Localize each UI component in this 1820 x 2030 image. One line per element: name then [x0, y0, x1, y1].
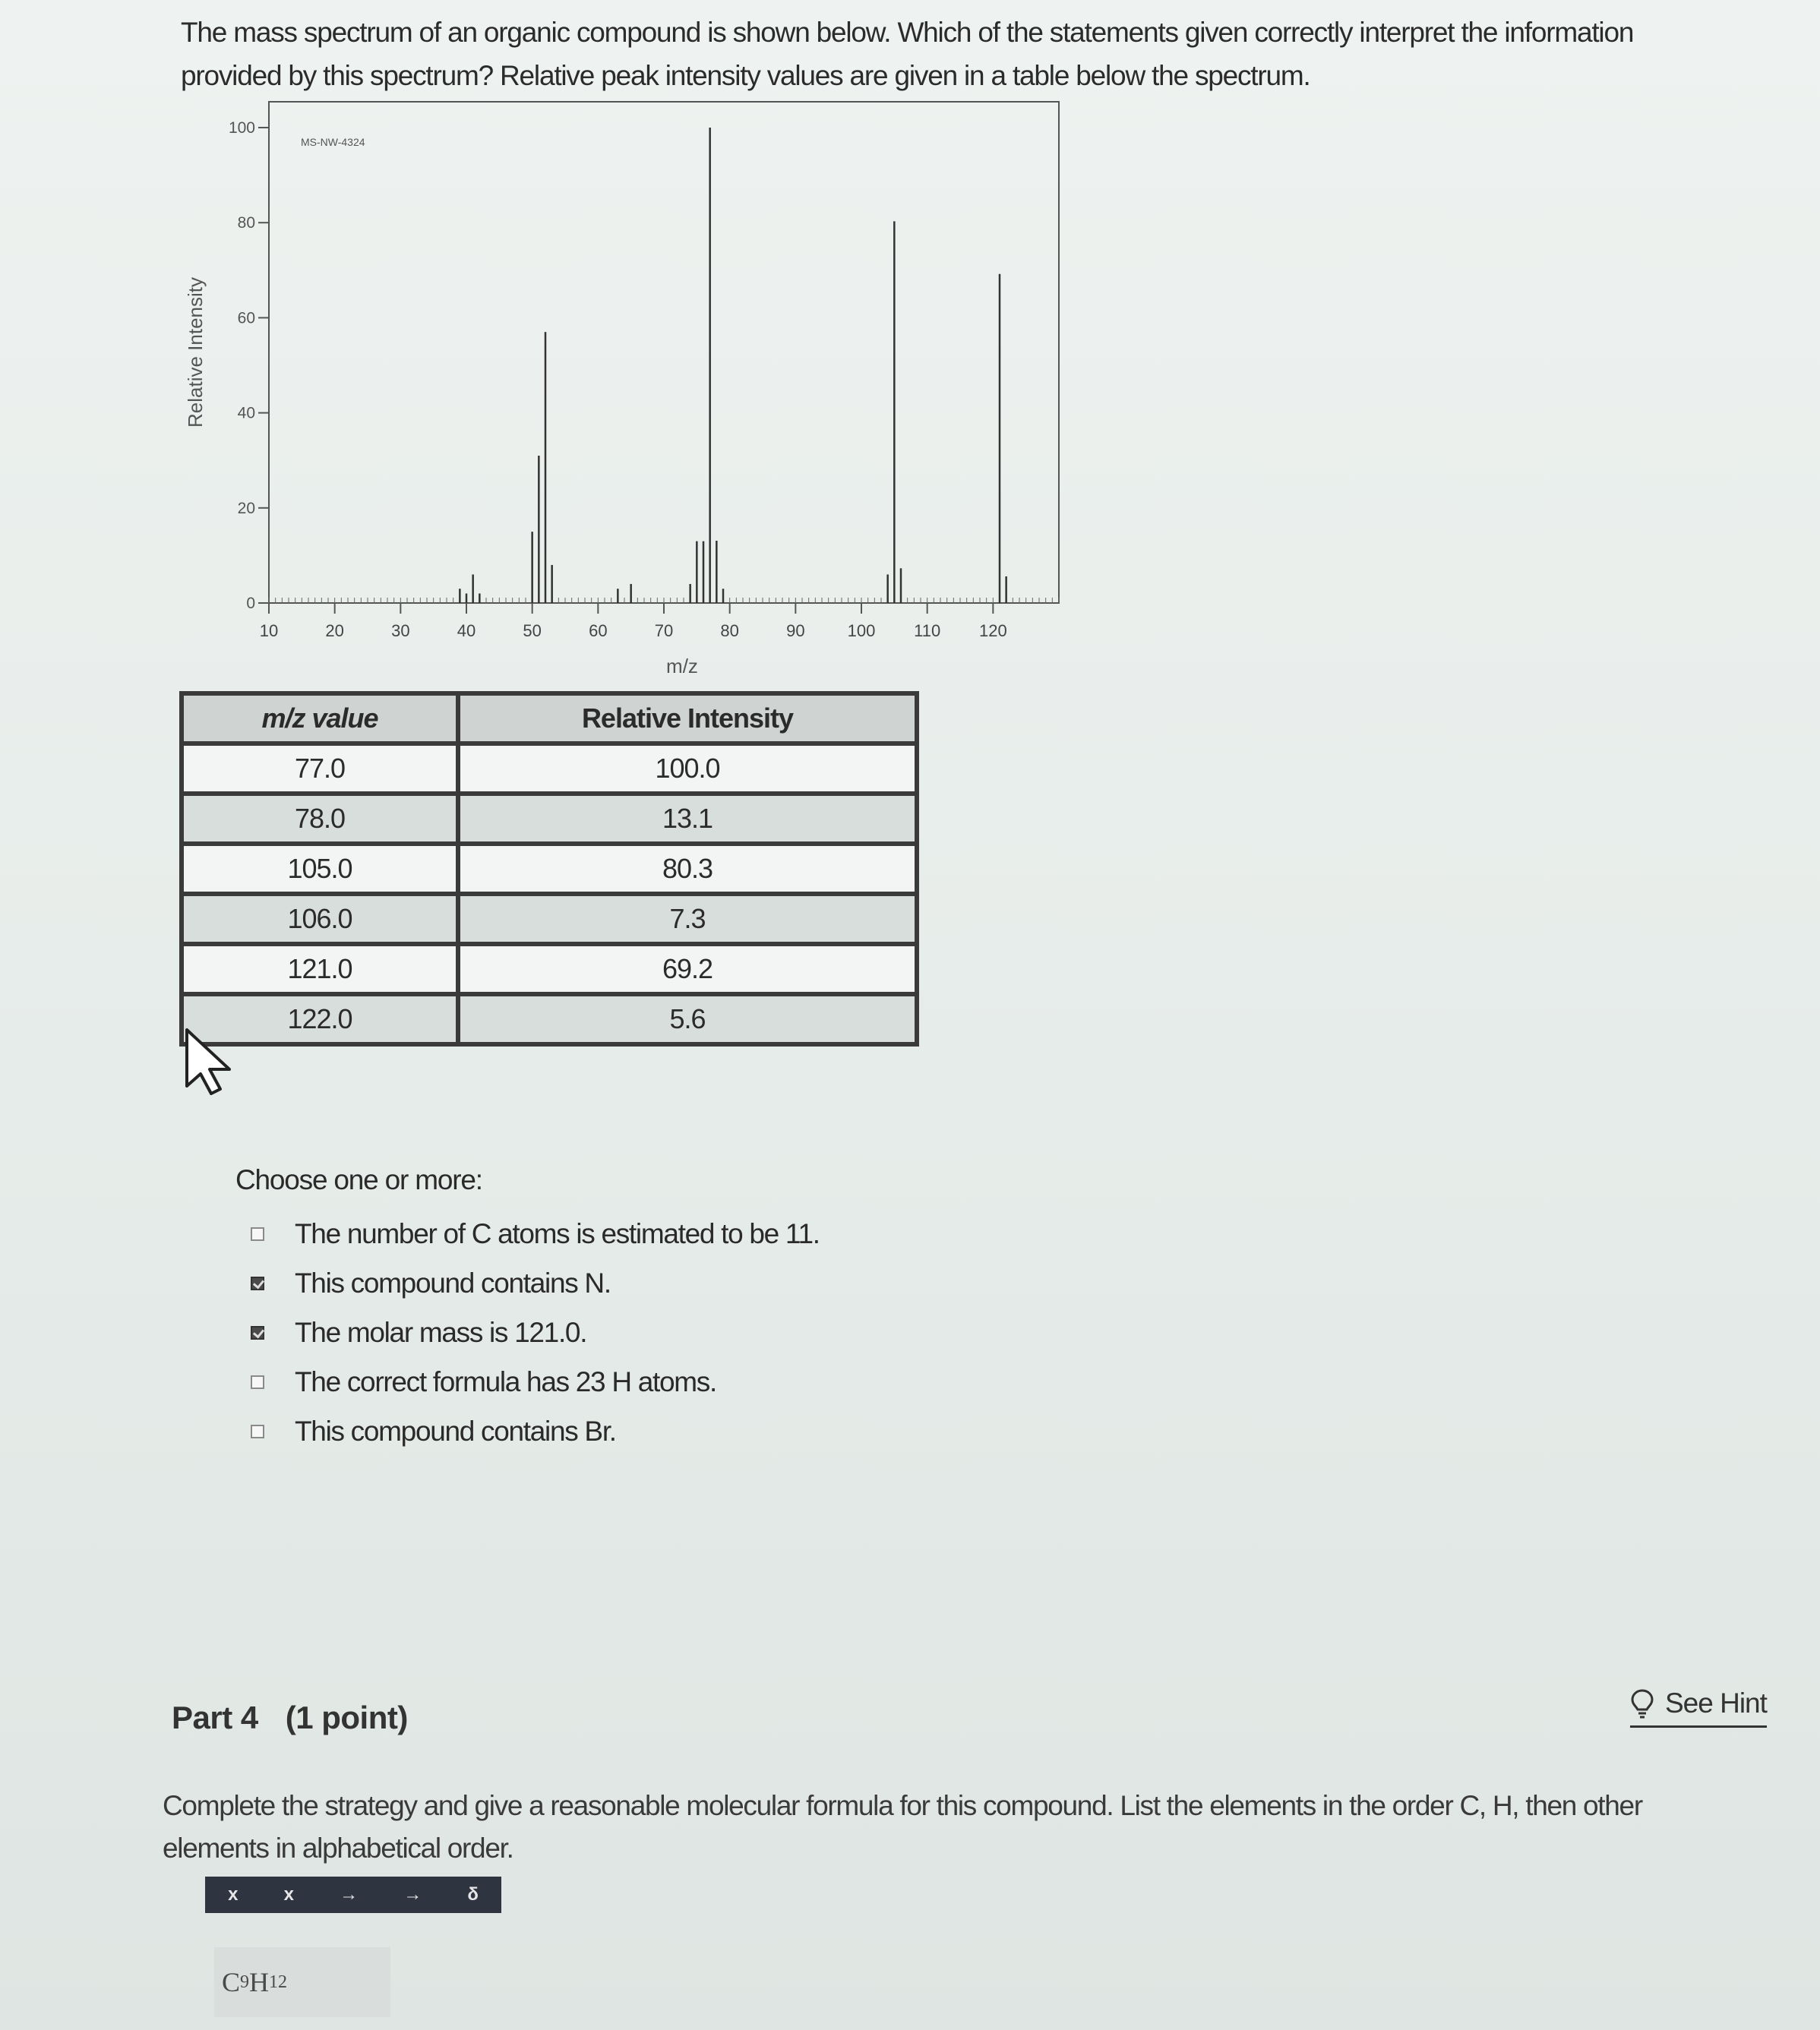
checkbox[interactable]	[251, 1375, 264, 1389]
choice-text: The molar mass is 121.0.	[295, 1316, 587, 1348]
choice-option[interactable]	[251, 1308, 820, 1357]
intensity-header: Relative Intensity	[458, 693, 917, 743]
intensity-cell: 5.6	[458, 994, 917, 1044]
choice-option[interactable]	[251, 1258, 820, 1308]
table-row	[182, 994, 917, 1044]
x-tick-label: 70	[654, 621, 674, 640]
lightbulb-icon	[1630, 1688, 1654, 1719]
x-tick-label: 90	[786, 621, 805, 640]
y-axis-label: Relative Intensity	[184, 277, 207, 428]
choice-text: This compound contains N.	[295, 1267, 611, 1299]
y-tick-label: 20	[237, 499, 255, 517]
choice-text: The correct formula has 23 H atoms.	[295, 1365, 716, 1397]
table-row	[182, 794, 917, 844]
y-ticks	[229, 119, 269, 612]
formula-h-symbol: H	[249, 1967, 270, 1997]
formula-editor-toolbar	[205, 1877, 501, 1913]
y-tick-label: 0	[246, 595, 255, 612]
choice-option[interactable]	[251, 1357, 820, 1406]
checkbox[interactable]	[251, 1326, 264, 1340]
x-tick-label: 30	[391, 621, 410, 640]
plot-frame	[269, 102, 1059, 603]
intensity-table	[179, 691, 919, 1047]
x-tick-label: 110	[914, 621, 941, 640]
peaks	[460, 128, 1006, 603]
part-points: (1 point)	[285, 1700, 408, 1735]
intensity-cell: 69.2	[458, 944, 917, 994]
choice-option[interactable]	[251, 1209, 820, 1258]
checkbox[interactable]	[251, 1425, 264, 1438]
question-text: The mass spectrum of an organic compound is shown below. Which of the statements given correctly interpret the information provided by this spectrum? Relative peak intensity values are given in a table below the spectrum.	[181, 17, 1634, 91]
formula-h-count: 12	[269, 1972, 288, 1992]
table-header-row	[182, 693, 917, 743]
formula-c-count: 9	[240, 1972, 250, 1992]
choice-list	[251, 1209, 820, 1456]
x-tick-label: 60	[589, 621, 608, 640]
table-row	[182, 944, 917, 994]
x-tick-label: 50	[523, 621, 542, 640]
y-tick-label: 100	[228, 119, 255, 137]
intensity-cell: 7.3	[458, 894, 917, 944]
x-axis-label: m/z	[666, 655, 698, 677]
choice-text: This compound contains Br.	[295, 1415, 616, 1447]
arrow-button[interactable]: →	[340, 1884, 359, 1905]
checkbox[interactable]	[251, 1277, 264, 1290]
x-tick-label: 120	[978, 621, 1007, 640]
checkbox[interactable]	[251, 1227, 264, 1241]
superscript-button[interactable]: x	[283, 1884, 294, 1905]
spectrum-id-label: MS-NW-4324	[301, 136, 365, 148]
mass-spectrum-chart	[175, 91, 1079, 691]
mz-cell: 106.0	[182, 894, 458, 944]
mz-cell: 105.0	[182, 844, 458, 894]
minor-ticks	[269, 598, 1059, 603]
choice-text: The number of C atoms is estimated to be 11.	[295, 1217, 820, 1249]
formula-answer-input[interactable]	[214, 1947, 390, 2017]
x-tick-label: 10	[259, 621, 279, 640]
see-hint-label: See Hint	[1665, 1687, 1767, 1719]
table-row	[182, 743, 917, 794]
mz-cell: 121.0	[182, 944, 458, 994]
choice-option[interactable]	[251, 1406, 820, 1456]
reaction-arrow-button[interactable]: →	[403, 1884, 422, 1905]
intensity-cell: 100.0	[458, 743, 917, 794]
mz-header	[182, 693, 458, 743]
part-number: Part 4	[172, 1700, 258, 1735]
mz-cell: 77.0	[182, 743, 458, 794]
mz-cell: 78.0	[182, 794, 458, 844]
y-tick-label: 80	[237, 214, 255, 232]
table-row	[182, 844, 917, 894]
mz-cell: 122.0	[182, 994, 458, 1044]
y-tick-label: 60	[237, 309, 255, 327]
formula-c-symbol: C	[222, 1967, 241, 1997]
mz-header-label: m/z value	[261, 702, 378, 734]
choose-label: Choose one or more:	[235, 1164, 482, 1195]
table-row	[182, 894, 917, 944]
intensity-cell: 80.3	[458, 844, 917, 894]
y-tick-label: 40	[237, 404, 255, 422]
intensity-cell: 13.1	[458, 794, 917, 844]
x-ticks	[260, 603, 1007, 640]
x-tick-label: 100	[847, 621, 876, 640]
part-title	[172, 1700, 408, 1736]
delta-button[interactable]: δ	[467, 1884, 479, 1905]
see-hint-link[interactable]	[1630, 1687, 1767, 1728]
x-tick-label: 40	[457, 621, 476, 640]
mass-spectrum-svg	[175, 91, 1079, 691]
mouse-pointer-icon	[181, 1027, 242, 1095]
x-tick-label: 80	[720, 621, 739, 640]
part4-prompt: Complete the strategy and give a reasonable molecular formula for this compound. List the elements in the order C, H, then other elements in alphabetical order.	[163, 1790, 1642, 1864]
subscript-button[interactable]: x	[228, 1884, 239, 1905]
x-tick-label: 20	[325, 621, 344, 640]
